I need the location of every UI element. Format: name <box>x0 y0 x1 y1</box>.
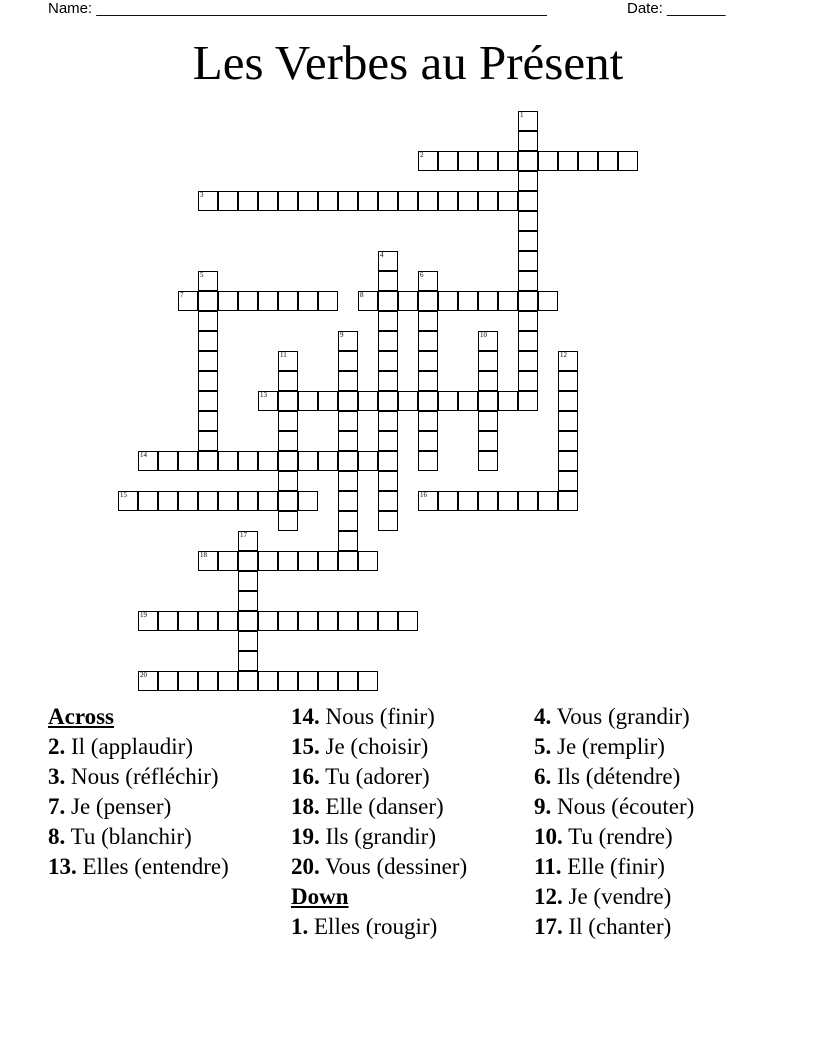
clues-column-2 <box>291 704 521 944</box>
grid-cell[interactable] <box>338 531 358 551</box>
grid-cell[interactable] <box>518 371 538 391</box>
grid-cell[interactable] <box>198 271 218 291</box>
grid-cell[interactable] <box>238 191 258 211</box>
grid-cell[interactable] <box>238 611 258 631</box>
clue-number: 13 <box>260 391 267 399</box>
clue-number: 17 <box>240 531 247 539</box>
grid-cell[interactable] <box>518 251 538 271</box>
grid-cell[interactable] <box>478 151 498 171</box>
grid-cell[interactable] <box>418 191 438 211</box>
grid-cell[interactable] <box>458 151 478 171</box>
clue-across-3: 3. Nous (réfléchir) <box>48 764 219 789</box>
grid-cell[interactable] <box>298 191 318 211</box>
grid-cell[interactable] <box>418 391 438 411</box>
grid-cell[interactable] <box>518 231 538 251</box>
grid-cell[interactable] <box>258 391 278 411</box>
grid-cell[interactable] <box>538 491 558 511</box>
grid-cell[interactable] <box>278 371 298 391</box>
grid-cell[interactable] <box>478 291 498 311</box>
grid-cell[interactable] <box>518 331 538 351</box>
grid-cell[interactable] <box>218 671 238 691</box>
clue-number: 4 <box>380 251 384 259</box>
grid-cell[interactable] <box>518 291 538 311</box>
grid-cell[interactable] <box>118 491 138 511</box>
grid-cell[interactable] <box>198 551 218 571</box>
grid-cell[interactable] <box>198 671 218 691</box>
grid-cell[interactable] <box>258 191 278 211</box>
clue-down-17: 17. Il (chanter) <box>534 914 672 939</box>
down-heading: Down <box>291 884 349 909</box>
grid-cell[interactable] <box>518 311 538 331</box>
grid-cell[interactable] <box>398 391 418 411</box>
grid-cell[interactable] <box>258 551 278 571</box>
grid-cell[interactable] <box>298 491 318 511</box>
grid-cell[interactable] <box>478 351 498 371</box>
grid-cell[interactable] <box>418 291 438 311</box>
grid-cell[interactable] <box>318 671 338 691</box>
grid-cell[interactable] <box>378 351 398 371</box>
clue-number: 20 <box>140 671 147 679</box>
grid-cell[interactable] <box>378 371 398 391</box>
grid-cell[interactable] <box>338 451 358 471</box>
clue-number: 10 <box>480 331 487 339</box>
grid-cell[interactable] <box>558 151 578 171</box>
grid-cell[interactable] <box>318 191 338 211</box>
grid-cell[interactable] <box>358 551 378 571</box>
grid-cell[interactable] <box>338 611 358 631</box>
grid-cell[interactable] <box>278 431 298 451</box>
grid-cell[interactable] <box>438 191 458 211</box>
clues-column-3 <box>534 704 764 944</box>
grid-cell[interactable] <box>218 291 238 311</box>
clue-number: 9 <box>340 331 344 339</box>
grid-cell[interactable] <box>198 431 218 451</box>
clue-down-1: 1. Elles (rougir) <box>291 914 438 939</box>
clue-number: 19 <box>140 611 147 619</box>
grid-cell[interactable] <box>418 431 438 451</box>
grid-cell[interactable] <box>138 671 158 691</box>
grid-cell[interactable] <box>138 491 158 511</box>
grid-cell[interactable] <box>238 651 258 671</box>
grid-cell[interactable] <box>378 491 398 511</box>
grid-cell[interactable] <box>298 611 318 631</box>
grid-cell[interactable] <box>478 331 498 351</box>
grid-cell[interactable] <box>558 451 578 471</box>
clues-column-1 <box>48 704 278 884</box>
clue-number: 11 <box>280 351 287 359</box>
date-field[interactable]: Date: _______ <box>627 0 726 17</box>
grid-cell[interactable] <box>198 411 218 431</box>
grid-cell[interactable] <box>518 351 538 371</box>
grid-cell[interactable] <box>418 411 438 431</box>
clue-across-16: 16. Tu (adorer) <box>291 764 430 789</box>
grid-cell[interactable] <box>338 551 358 571</box>
grid-cell[interactable] <box>238 591 258 611</box>
grid-cell[interactable] <box>558 371 578 391</box>
grid-cell[interactable] <box>338 191 358 211</box>
grid-cell[interactable] <box>278 411 298 431</box>
grid-cell[interactable] <box>418 371 438 391</box>
grid-cell[interactable] <box>398 611 418 631</box>
clue-down-6: 6. Ils (détendre) <box>534 764 681 789</box>
page-title: Les Verbes au Présent <box>192 35 624 90</box>
grid-cell[interactable] <box>478 191 498 211</box>
grid-cell[interactable] <box>518 171 538 191</box>
grid-cell[interactable] <box>318 291 338 311</box>
grid-cell[interactable] <box>198 611 218 631</box>
grid-cell[interactable] <box>438 151 458 171</box>
grid-cell[interactable] <box>498 391 518 411</box>
grid-cell[interactable] <box>478 391 498 411</box>
grid-cell[interactable] <box>278 351 298 371</box>
grid-cell[interactable] <box>158 451 178 471</box>
grid-cell[interactable] <box>378 311 398 331</box>
clue-down-9: 9. Nous (écouter) <box>534 794 695 819</box>
grid-cell[interactable] <box>238 451 258 471</box>
clue-number: 16 <box>420 491 427 499</box>
grid-cell[interactable] <box>198 291 218 311</box>
clue-number: 5 <box>200 271 204 279</box>
clue-number: 2 <box>420 151 424 159</box>
grid-cell[interactable] <box>198 351 218 371</box>
grid-cell[interactable] <box>198 371 218 391</box>
grid-cell[interactable] <box>278 551 298 571</box>
grid-cell[interactable] <box>158 671 178 691</box>
clue-number: 14 <box>140 451 147 459</box>
grid-cell[interactable] <box>418 331 438 351</box>
clue-number: 1 <box>520 111 524 119</box>
clue-down-12: 12. Je (vendre) <box>534 884 672 909</box>
grid-cell[interactable] <box>278 471 298 491</box>
grid-cell[interactable] <box>258 671 278 691</box>
grid-cell[interactable] <box>498 191 518 211</box>
grid-cell[interactable] <box>418 311 438 331</box>
grid-cell[interactable] <box>218 611 238 631</box>
clue-down-4: 4. Vous (grandir) <box>534 704 690 729</box>
grid-cell[interactable] <box>338 371 358 391</box>
grid-cell[interactable] <box>258 291 278 311</box>
clue-number: 15 <box>120 491 127 499</box>
clue-down-5: 5. Je (remplir) <box>534 734 665 759</box>
grid-cell[interactable] <box>518 131 538 151</box>
grid-cell[interactable] <box>238 631 258 651</box>
grid-cell[interactable] <box>478 371 498 391</box>
grid-cell[interactable] <box>178 291 198 311</box>
grid-cell[interactable] <box>438 391 458 411</box>
grid-cell[interactable] <box>378 191 398 211</box>
grid-cell[interactable] <box>538 291 558 311</box>
grid-cell[interactable] <box>338 391 358 411</box>
grid-cell[interactable] <box>518 491 538 511</box>
grid-cell[interactable] <box>138 451 158 471</box>
grid-cell[interactable] <box>138 611 158 631</box>
grid-cell[interactable] <box>618 151 638 171</box>
grid-cell[interactable] <box>198 311 218 331</box>
grid-cell[interactable] <box>378 471 398 491</box>
clue-number: 6 <box>420 271 424 279</box>
grid-cell[interactable] <box>278 491 298 511</box>
name-field[interactable]: Name: ______________________________________________________ <box>48 0 547 17</box>
grid-cell[interactable] <box>378 331 398 351</box>
grid-cell[interactable] <box>158 491 178 511</box>
grid-cell[interactable] <box>358 191 378 211</box>
grid-cell[interactable] <box>418 351 438 371</box>
grid-cell[interactable] <box>258 611 278 631</box>
grid-cell[interactable] <box>518 271 538 291</box>
grid-cell[interactable] <box>378 391 398 411</box>
grid-cell[interactable] <box>218 191 238 211</box>
grid-cell[interactable] <box>338 671 358 691</box>
grid-cell[interactable] <box>278 191 298 211</box>
grid-cell[interactable] <box>378 451 398 471</box>
grid-cell[interactable] <box>338 411 358 431</box>
clue-number: 12 <box>560 351 567 359</box>
grid-cell[interactable] <box>498 151 518 171</box>
across-heading: Across <box>48 704 115 729</box>
grid-cell[interactable] <box>378 431 398 451</box>
grid-cell[interactable] <box>438 491 458 511</box>
grid-cell[interactable] <box>358 611 378 631</box>
grid-cell[interactable] <box>318 611 338 631</box>
grid-cell[interactable] <box>478 411 498 431</box>
grid-cell[interactable] <box>198 391 218 411</box>
grid-cell[interactable] <box>338 471 358 491</box>
grid-cell[interactable] <box>498 491 518 511</box>
grid-cell[interactable] <box>558 391 578 411</box>
clue-across-7: 7. Je (penser) <box>48 794 172 819</box>
grid-cell[interactable] <box>298 451 318 471</box>
grid-cell[interactable] <box>318 391 338 411</box>
clue-down-11: 11. Elle (finir) <box>534 854 665 879</box>
clue-number: 18 <box>200 551 207 559</box>
grid-cell[interactable] <box>218 451 238 471</box>
grid-cell[interactable] <box>318 451 338 471</box>
grid-cell[interactable] <box>358 671 378 691</box>
grid-cell[interactable] <box>458 291 478 311</box>
grid-cell[interactable] <box>338 511 358 531</box>
grid-cell[interactable] <box>458 491 478 511</box>
grid-cell[interactable] <box>378 291 398 311</box>
grid-cell[interactable] <box>478 451 498 471</box>
grid-cell[interactable] <box>498 291 518 311</box>
clue-across-8: 8. Tu (blanchir) <box>48 824 192 849</box>
grid-cell[interactable] <box>558 491 578 511</box>
grid-cell[interactable] <box>198 331 218 351</box>
grid-cell[interactable] <box>438 291 458 311</box>
grid-cell[interactable] <box>198 191 218 211</box>
grid-cell[interactable] <box>178 671 198 691</box>
grid-cell[interactable] <box>558 411 578 431</box>
grid-cell[interactable] <box>358 451 378 471</box>
grid-cell[interactable] <box>238 551 258 571</box>
grid-cell[interactable] <box>518 151 538 171</box>
grid-cell[interactable] <box>178 491 198 511</box>
grid-cell[interactable] <box>558 351 578 371</box>
clue-across-2: 2. Il (applaudir) <box>48 734 193 759</box>
grid-cell[interactable] <box>318 551 338 571</box>
clue-number: 7 <box>180 291 184 299</box>
grid-cell[interactable] <box>378 271 398 291</box>
grid-cell[interactable] <box>278 451 298 471</box>
clue-across-13: 13. Elles (entendre) <box>48 854 229 879</box>
grid-cell[interactable] <box>338 491 358 511</box>
grid-cell[interactable] <box>378 511 398 531</box>
grid-cell[interactable] <box>278 291 298 311</box>
clue-down-10: 10. Tu (rendre) <box>534 824 673 849</box>
grid-cell[interactable] <box>538 151 558 171</box>
grid-cell[interactable] <box>298 391 318 411</box>
grid-cell[interactable] <box>378 411 398 431</box>
grid-cell[interactable] <box>518 211 538 231</box>
grid-cell[interactable] <box>338 331 358 351</box>
grid-cell[interactable] <box>418 491 438 511</box>
grid-cell[interactable] <box>218 551 238 571</box>
clue-number: 3 <box>200 191 204 199</box>
grid-cell[interactable] <box>258 491 278 511</box>
grid-cell[interactable] <box>238 671 258 691</box>
clue-across-14: 14. Nous (finir) <box>291 704 435 729</box>
grid-cell[interactable] <box>178 611 198 631</box>
grid-cell[interactable] <box>378 251 398 271</box>
grid-cell[interactable] <box>598 151 618 171</box>
grid-cell[interactable] <box>558 431 578 451</box>
clue-number: 8 <box>360 291 364 299</box>
grid-cell[interactable] <box>278 671 298 691</box>
grid-cell[interactable] <box>258 451 278 471</box>
grid-cell[interactable] <box>418 271 438 291</box>
grid-cell[interactable] <box>198 451 218 471</box>
grid-cell[interactable] <box>158 611 178 631</box>
grid-cell[interactable] <box>278 611 298 631</box>
grid-cell[interactable] <box>178 451 198 471</box>
grid-cell[interactable] <box>478 491 498 511</box>
grid-cell[interactable] <box>518 391 538 411</box>
grid-cell[interactable] <box>378 611 398 631</box>
clue-across-18: 18. Elle (danser) <box>291 794 444 819</box>
grid-cell[interactable] <box>518 191 538 211</box>
grid-cell[interactable] <box>298 671 318 691</box>
grid-cell[interactable] <box>218 491 238 511</box>
grid-cell[interactable] <box>198 491 218 511</box>
grid-cell[interactable] <box>558 471 578 491</box>
grid-cell[interactable] <box>478 431 498 451</box>
grid-cell[interactable] <box>238 491 258 511</box>
grid-cell[interactable] <box>278 391 298 411</box>
grid-cell[interactable] <box>338 431 358 451</box>
grid-cell[interactable] <box>358 291 378 311</box>
grid-cell[interactable] <box>398 191 418 211</box>
clue-across-15: 15. Je (choisir) <box>291 734 429 759</box>
grid-cell[interactable] <box>238 291 258 311</box>
clue-across-19: 19. Ils (grandir) <box>291 824 436 849</box>
grid-cell[interactable] <box>578 151 598 171</box>
grid-cell[interactable] <box>238 531 258 551</box>
grid-cell[interactable] <box>338 351 358 371</box>
grid-cell[interactable] <box>298 551 318 571</box>
grid-cell[interactable] <box>238 571 258 591</box>
grid-cell[interactable] <box>518 111 538 131</box>
grid-cell[interactable] <box>298 291 318 311</box>
grid-cell[interactable] <box>418 451 438 471</box>
grid-cell[interactable] <box>458 391 478 411</box>
grid-cell[interactable] <box>398 291 418 311</box>
grid-cell[interactable] <box>458 191 478 211</box>
clue-across-20: 20. Vous (dessiner) <box>291 854 468 879</box>
grid-cell[interactable] <box>358 391 378 411</box>
grid-cell[interactable] <box>418 151 438 171</box>
grid-cell[interactable] <box>278 511 298 531</box>
